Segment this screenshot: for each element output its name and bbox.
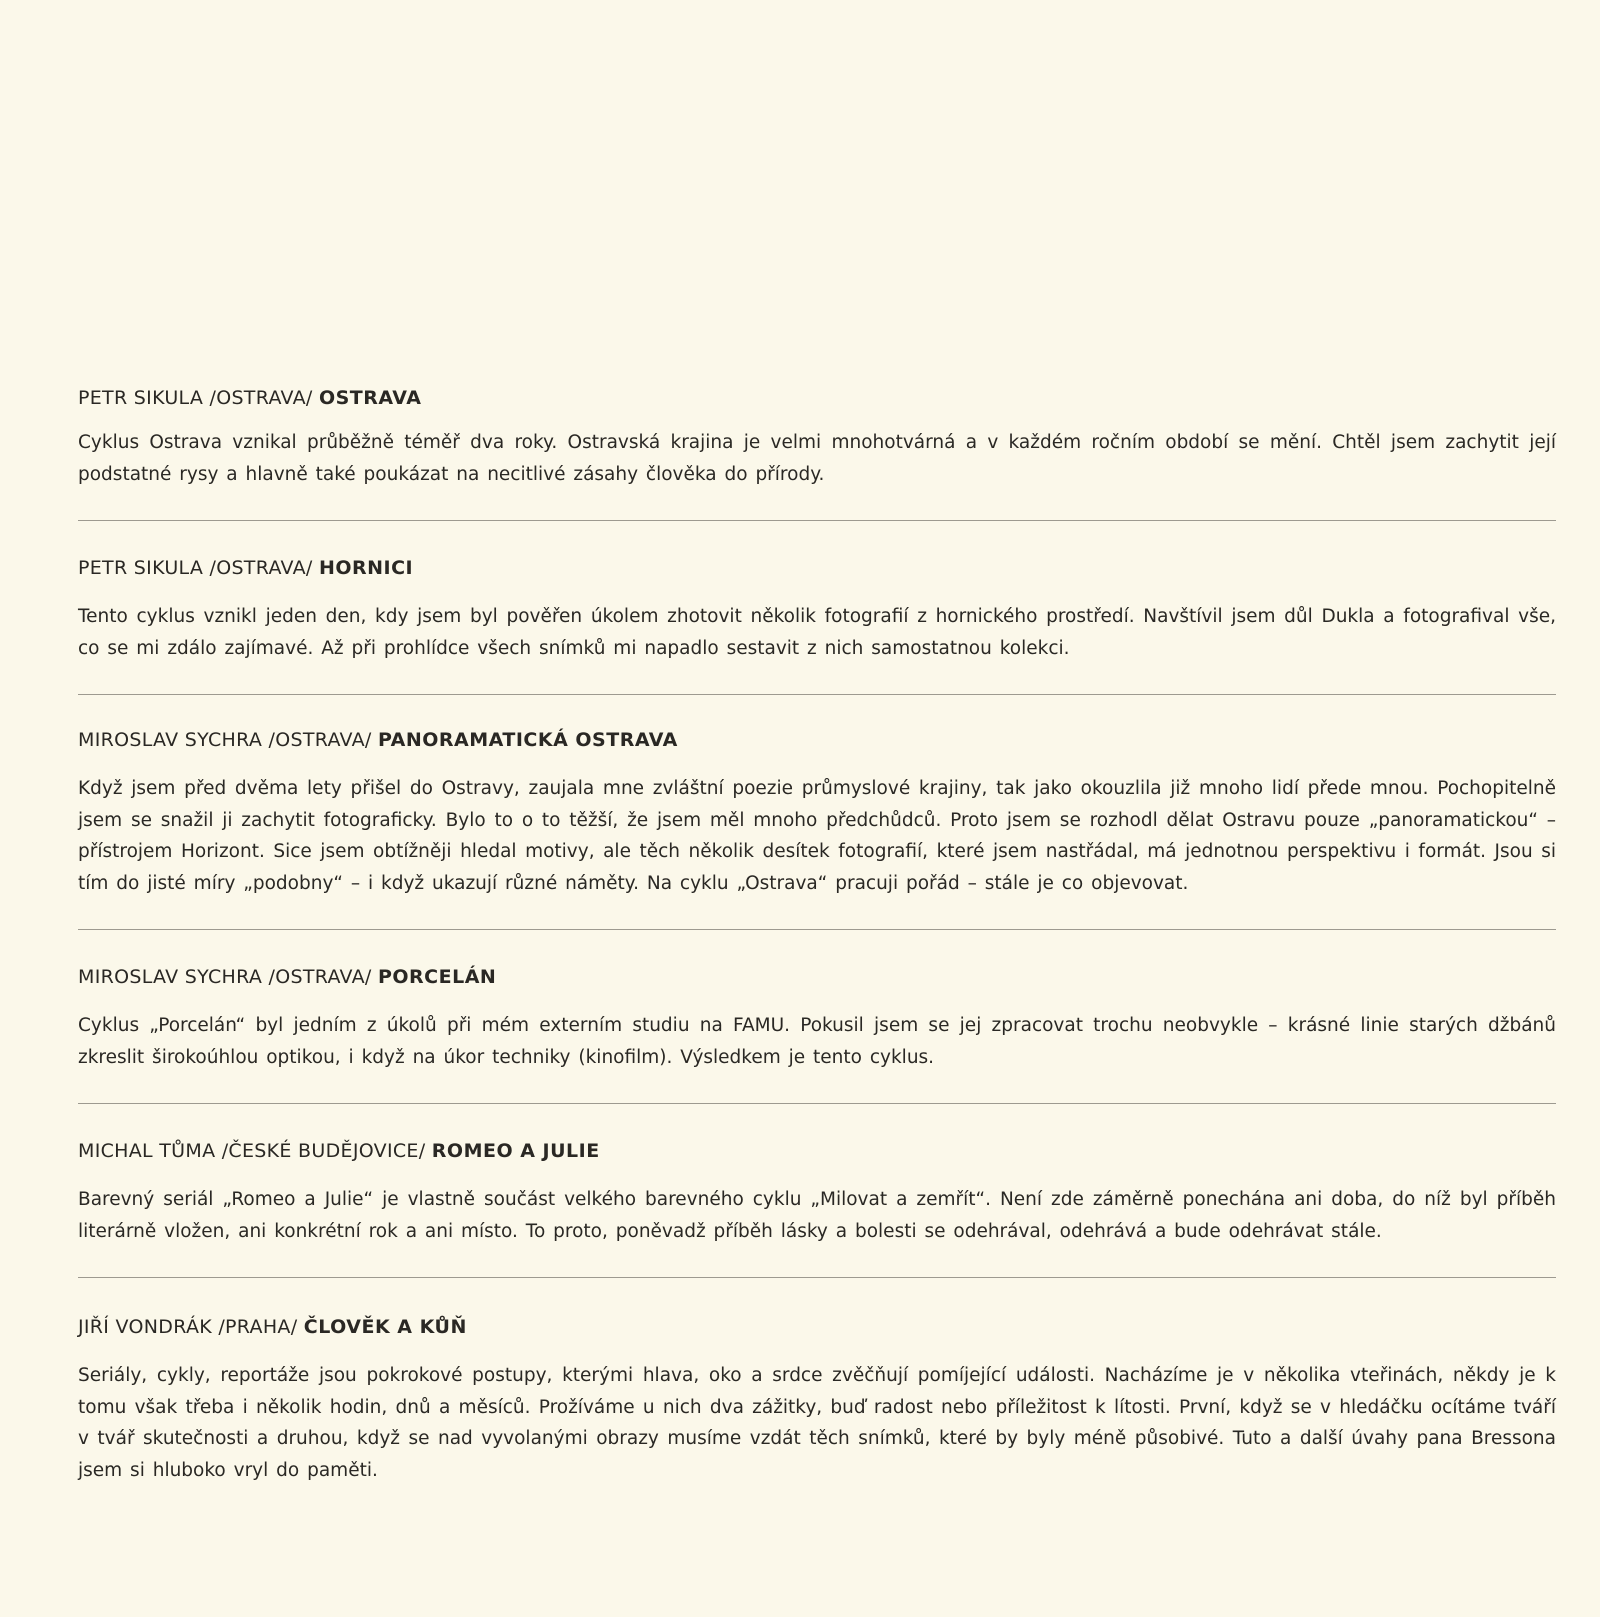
divider xyxy=(78,694,1556,695)
entry-ostrava xyxy=(78,385,1556,490)
divider xyxy=(78,1103,1556,1104)
entry-author: MIROSLAV SYCHRA /OSTRAVA/ xyxy=(78,729,372,751)
divider xyxy=(78,520,1556,521)
entry-heading xyxy=(78,555,1556,581)
entry-author: JIŘÍ VONDRÁK /PRAHA/ xyxy=(78,1316,298,1338)
entry-hornici xyxy=(78,555,1556,664)
divider xyxy=(78,1277,1556,1278)
entry-author: MIROSLAV SYCHRA /OSTRAVA/ xyxy=(78,966,372,988)
document-page xyxy=(78,385,1556,1486)
entry-clovek-a-kun xyxy=(78,1314,1556,1486)
entry-text: Tento cyklus vznikl jeden den, kdy jsem byl pověřen úkolem zhotovit několik fotografií z hornického prostředí. Navštívil jsem důl Dukla a fotografival vše, co se mi zdálo zajímavé. Až při prohlídce všech snímků mi napadlo sestavit z nich samostatnou kolekci. xyxy=(78,606,1556,659)
entry-text: Cyklus Ostrava vznikal průběžně téměř dva roky. Ostravská krajina je velmi mnohotvárná a v každém ročním období se mění. Chtěl jsem zachytit její podstatné rysy a hlavně také poukázat na necitlivé zásahy člověka do přírody. xyxy=(78,432,1556,485)
entry-text: Cyklus „Porcelán“ byl jedním z úkolů při mém externím studiu na FAMU. Pokusil jsem se jej zpracovat trochu neobvykle – krásné linie starých džbánů zkreslit širokoúhlou optikou, i když na úkor techniky (kinofilm). Výsledkem je tento cyklus. xyxy=(78,1015,1556,1068)
entry-heading xyxy=(78,727,1556,753)
entry-heading xyxy=(78,385,1556,411)
entry-title: PANORAMATICKÁ OSTRAVA xyxy=(377,729,678,751)
entry-text: Když jsem před dvěma lety přišel do Ostravy, zaujala mne zvláštní poezie průmyslové krajiny, tak jako okouzlila již mnoho lidí přede mnou. Pochopitelně jsem se snažil ji zachytit fotograficky. Bylo to o to těžší, že jsem měl mnoho předchůdců. Proto jsem se rozhodl dělat Ostravu pouze „panoramatickou“ – přístrojem Horizont. Sice jsem obtížněji hledal motivy, ale těch několik desítek fotografií, které jsem nastřádal, má jednotnou perspektivu i formát. Jsou si tím do jisté míry „podobny“ – i když ukazují různé náměty. Na cyklu „Ostrava“ pracuji pořád – stále je co objevovat. xyxy=(78,778,1556,894)
entry-text: Seriály, cykly, reportáže jsou pokrokové postupy, kterými hlava, oko a srdce zvěčňují pomíjející události. Nacházíme je v několika vteřinách, někdy je k tomu však třeba i několik hodin, dnů a měsíců. Prožíváme u nich dva zážitky, buď radost nebo příležitost k lítosti. První, když se v hledáčku ocítáme tváří v tvář skutečnosti a druhou, když se nad vyvolanými obrazy musíme vzdát těch snímků, které by byly méně působivé. Tuto a další úvahy pana Bressona jsem si hluboko vryl do paměti. xyxy=(78,1365,1556,1481)
divider xyxy=(78,929,1556,930)
entry-heading xyxy=(78,1138,1556,1164)
entry-title: OSTRAVA xyxy=(318,387,422,409)
entry-heading xyxy=(78,964,1556,990)
entry-title: ČLOVĚK A KŮŇ xyxy=(303,1316,467,1338)
entry-heading xyxy=(78,1314,1556,1340)
entry-porcelan xyxy=(78,964,1556,1073)
entry-romeo-a-julie xyxy=(78,1138,1556,1247)
entry-text: Barevný seriál „Romeo a Julie“ je vlastně součást velkého barevného cyklu „Milovat a zemřít“. Není zde záměrně ponechána ani doba, do níž byl příběh literárně vložen, ani konkrétní rok a ani místo. To proto, poněvadž příběh lásky a bolesti se odehrával, odehrává a bude odehrávat stále. xyxy=(78,1189,1556,1242)
entry-author: PETR SIKULA /OSTRAVA/ xyxy=(78,557,313,579)
entry-panoramaticka-ostrava xyxy=(78,727,1556,899)
entry-title: ROMEO A JULIE xyxy=(431,1140,600,1162)
entry-author: MICHAL TŮMA /ČESKÉ BUDĚJOVICE/ xyxy=(78,1140,426,1162)
entry-author: PETR SIKULA /OSTRAVA/ xyxy=(78,387,313,409)
entry-title: HORNICI xyxy=(318,557,414,579)
entry-title: PORCELÁN xyxy=(377,966,497,988)
